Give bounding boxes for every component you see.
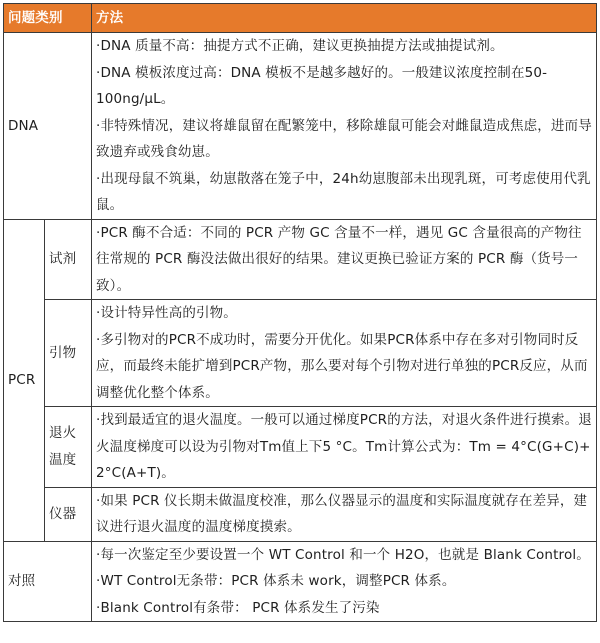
pcr-reagent-label: 试剂 — [45, 219, 92, 300]
pcr-annealing-methods — [92, 407, 597, 488]
control-category: 对照 — [4, 541, 92, 622]
control-item: ·每一次鉴定至少要设置一个 WT Control 和一个 H2O，也就是 Blank Control。 — [96, 546, 590, 563]
pcr-reagent-methods — [92, 219, 597, 300]
pcr-primer-row — [4, 300, 597, 407]
pcr-annealing-row — [4, 407, 597, 488]
dna-method-item: ·非特殊情况，建议将雄鼠留在配繁笼中，移除雄鼠可能会对雌鼠造成焦虑，进而导致遗弃或残食幼崽。 — [96, 117, 592, 160]
dna-row — [4, 33, 597, 220]
pcr-primer-item: ·设计特异性高的引物。 — [96, 305, 237, 321]
header-method: 方法 — [92, 4, 597, 33]
pcr-primer-label: 引物 — [45, 300, 92, 407]
pcr-reagent-item: ·PCR 酶不合适：不同的 PCR 产物 GC 含量不一样，遇见 GC 含量很高的产物往往常规的 PCR 酶没法做出很好的结果。建议更换已验证方案的 PCR 酶（货号一致）。 — [96, 224, 582, 294]
dna-method-item: ·出现母鼠不筑巢，幼崽散落在笼子中，24h幼崽腹部未出现乳斑，可考虑使用代乳鼠。 — [96, 170, 591, 213]
pcr-primer-methods — [92, 300, 597, 407]
pcr-category: PCR — [4, 219, 45, 541]
pcr-instrument-methods — [92, 487, 597, 541]
pcr-annealing-item: ·找到最适宜的退火温度。一般可以通过梯度PCR的方法，对退火条件进行摸索。退火温度梯度可以设为引物对Tm值上下5 °C。Tm计算公式为：Tm = 4°C(G+C)+ 2°C(A+T)。 — [96, 412, 592, 481]
dna-methods — [92, 33, 597, 220]
header-category: 问题类别 — [4, 4, 92, 33]
control-item: ·Blank Control有条带： PCR 体系发生了污染 — [96, 599, 380, 616]
annealing-label-line2: 温度 — [49, 451, 77, 468]
control-methods — [92, 541, 597, 622]
dna-category: DNA — [4, 33, 92, 220]
pcr-reagent-row — [4, 219, 597, 300]
control-row — [4, 541, 597, 622]
pcr-annealing-label — [45, 407, 92, 488]
annealing-label-line1: 退火 — [49, 425, 77, 442]
troubleshooting-table — [3, 3, 597, 622]
pcr-primer-item: ·多引物对的PCR不成功时，需要分开优化。如果PCR体系中存在多对引物同时反应，而最终未能扩增到PCR产物，那么要对每个引物对进行单独的PCR反应，从而调整优化整个体系。 — [96, 331, 588, 401]
dna-method-item: ·DNA 质量不高：抽提方式不正确，建议更换抽提方法或抽提试剂。 — [96, 38, 504, 54]
header-row — [4, 4, 597, 33]
pcr-instrument-row — [4, 487, 597, 541]
dna-method-item: ·DNA 模板浓度过高：DNA 模板不是越多越好的。一般建议浓度控制在50-100ng/μL。 — [96, 64, 548, 107]
control-item: ·WT Control无条带：PCR 体系未 work，调整PCR 体系。 — [96, 573, 456, 589]
pcr-instrument-label: 仪器 — [45, 487, 92, 541]
pcr-instrument-item: ·如果 PCR 仪长期未做温度校准，那么仪器显示的温度和实际温度就存在差异，建议进行退火温度的温度梯度摸索。 — [96, 492, 588, 535]
